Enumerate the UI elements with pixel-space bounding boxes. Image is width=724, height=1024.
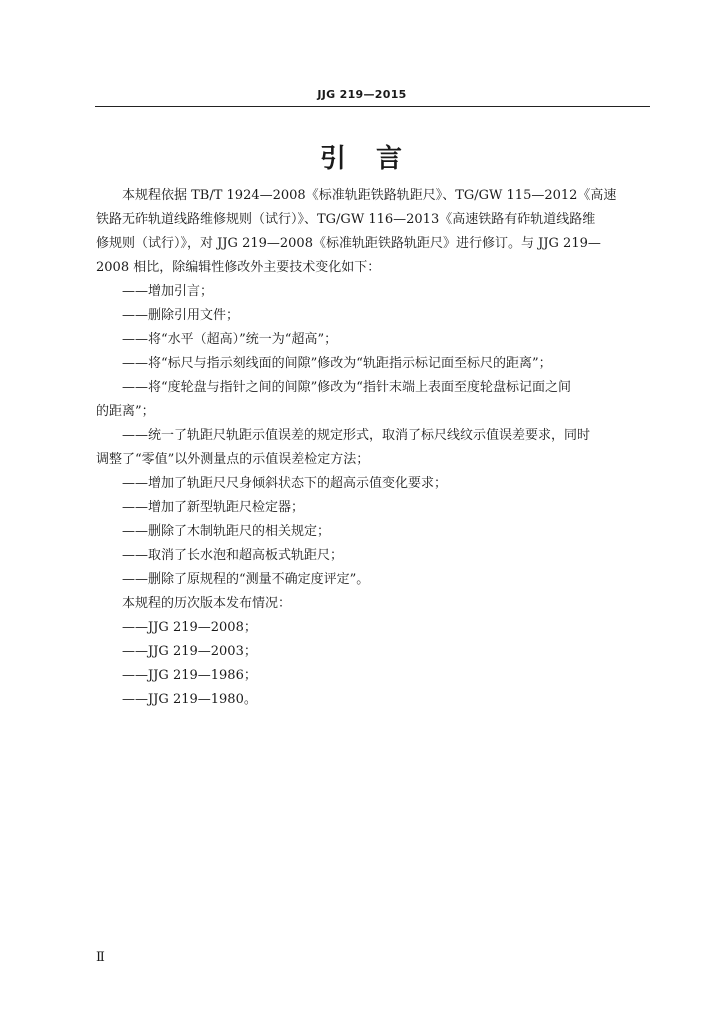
body-text: [96, 184, 652, 712]
page-title: 引 言: [319, 144, 404, 174]
page-number: Ⅱ: [96, 950, 105, 965]
change-item: ——删除了原规程的“测量不确定度评定”。: [122, 572, 370, 587]
change-item: ——删除了木制轨距尺的相关规定；: [122, 524, 331, 539]
change-item: ——增加了新型轨距尺检定器；: [122, 500, 305, 515]
history-item: ——JJG 219—1986；: [122, 668, 257, 683]
change-item: ——取消了长水泡和超高板式轨距尺；: [122, 548, 344, 563]
change-item: ——将“度轮盘与指针之间的间隙”修改为“指针末端上表面至度轮盘标记面之间: [122, 380, 571, 395]
history-item: ——JJG 219—1980。: [122, 692, 257, 707]
intro-line: 修规则（试行）》，对 JJG 219—2008《标准轨距铁路轨距尺》进行修订。与 JJG 219—: [96, 236, 601, 251]
change-item-continuation: 的距离”；: [96, 404, 155, 419]
change-item: ——统一了轨距尺轨距示值误差的规定形式，取消了标尺线纹示值误差要求，同时: [122, 428, 591, 443]
change-item: ——增加引言；: [122, 284, 214, 299]
history-item: ——JJG 219—2008；: [122, 620, 257, 635]
change-item: ——将“水平（超高）”统一为“超高”；: [122, 332, 338, 347]
change-item: ——增加了轨距尺尺身倾斜状态下的超高示值变化要求；: [122, 476, 448, 491]
history-heading: 本规程的历次版本发布情况：: [122, 596, 292, 611]
history-item: ——JJG 219—2003；: [122, 644, 257, 659]
change-item: ——将“标尺与指示刻线面的间隙”修改为“轨距指示标记面至标尺的距离”；: [122, 356, 552, 371]
intro-line: 2008 相比，除编辑性修改外主要技术变化如下：: [96, 260, 381, 275]
change-item: ——删除引用文件；: [122, 308, 240, 323]
running-header: JJG 219—2015: [317, 88, 407, 101]
intro-line: 铁路无砟轨道线路维修规则（试行）》、TG/GW 116—2013《高速铁路有砟轨道线路维: [96, 212, 596, 227]
intro-line: 本规程依据 TB/T 1924—2008《标准轨距铁路轨距尺》、TG/GW 115—2012《高速: [122, 188, 617, 203]
change-item-continuation: 调整了“零值”以外测量点的示值误差检定方法；: [96, 452, 370, 467]
header-rule: [95, 106, 650, 107]
